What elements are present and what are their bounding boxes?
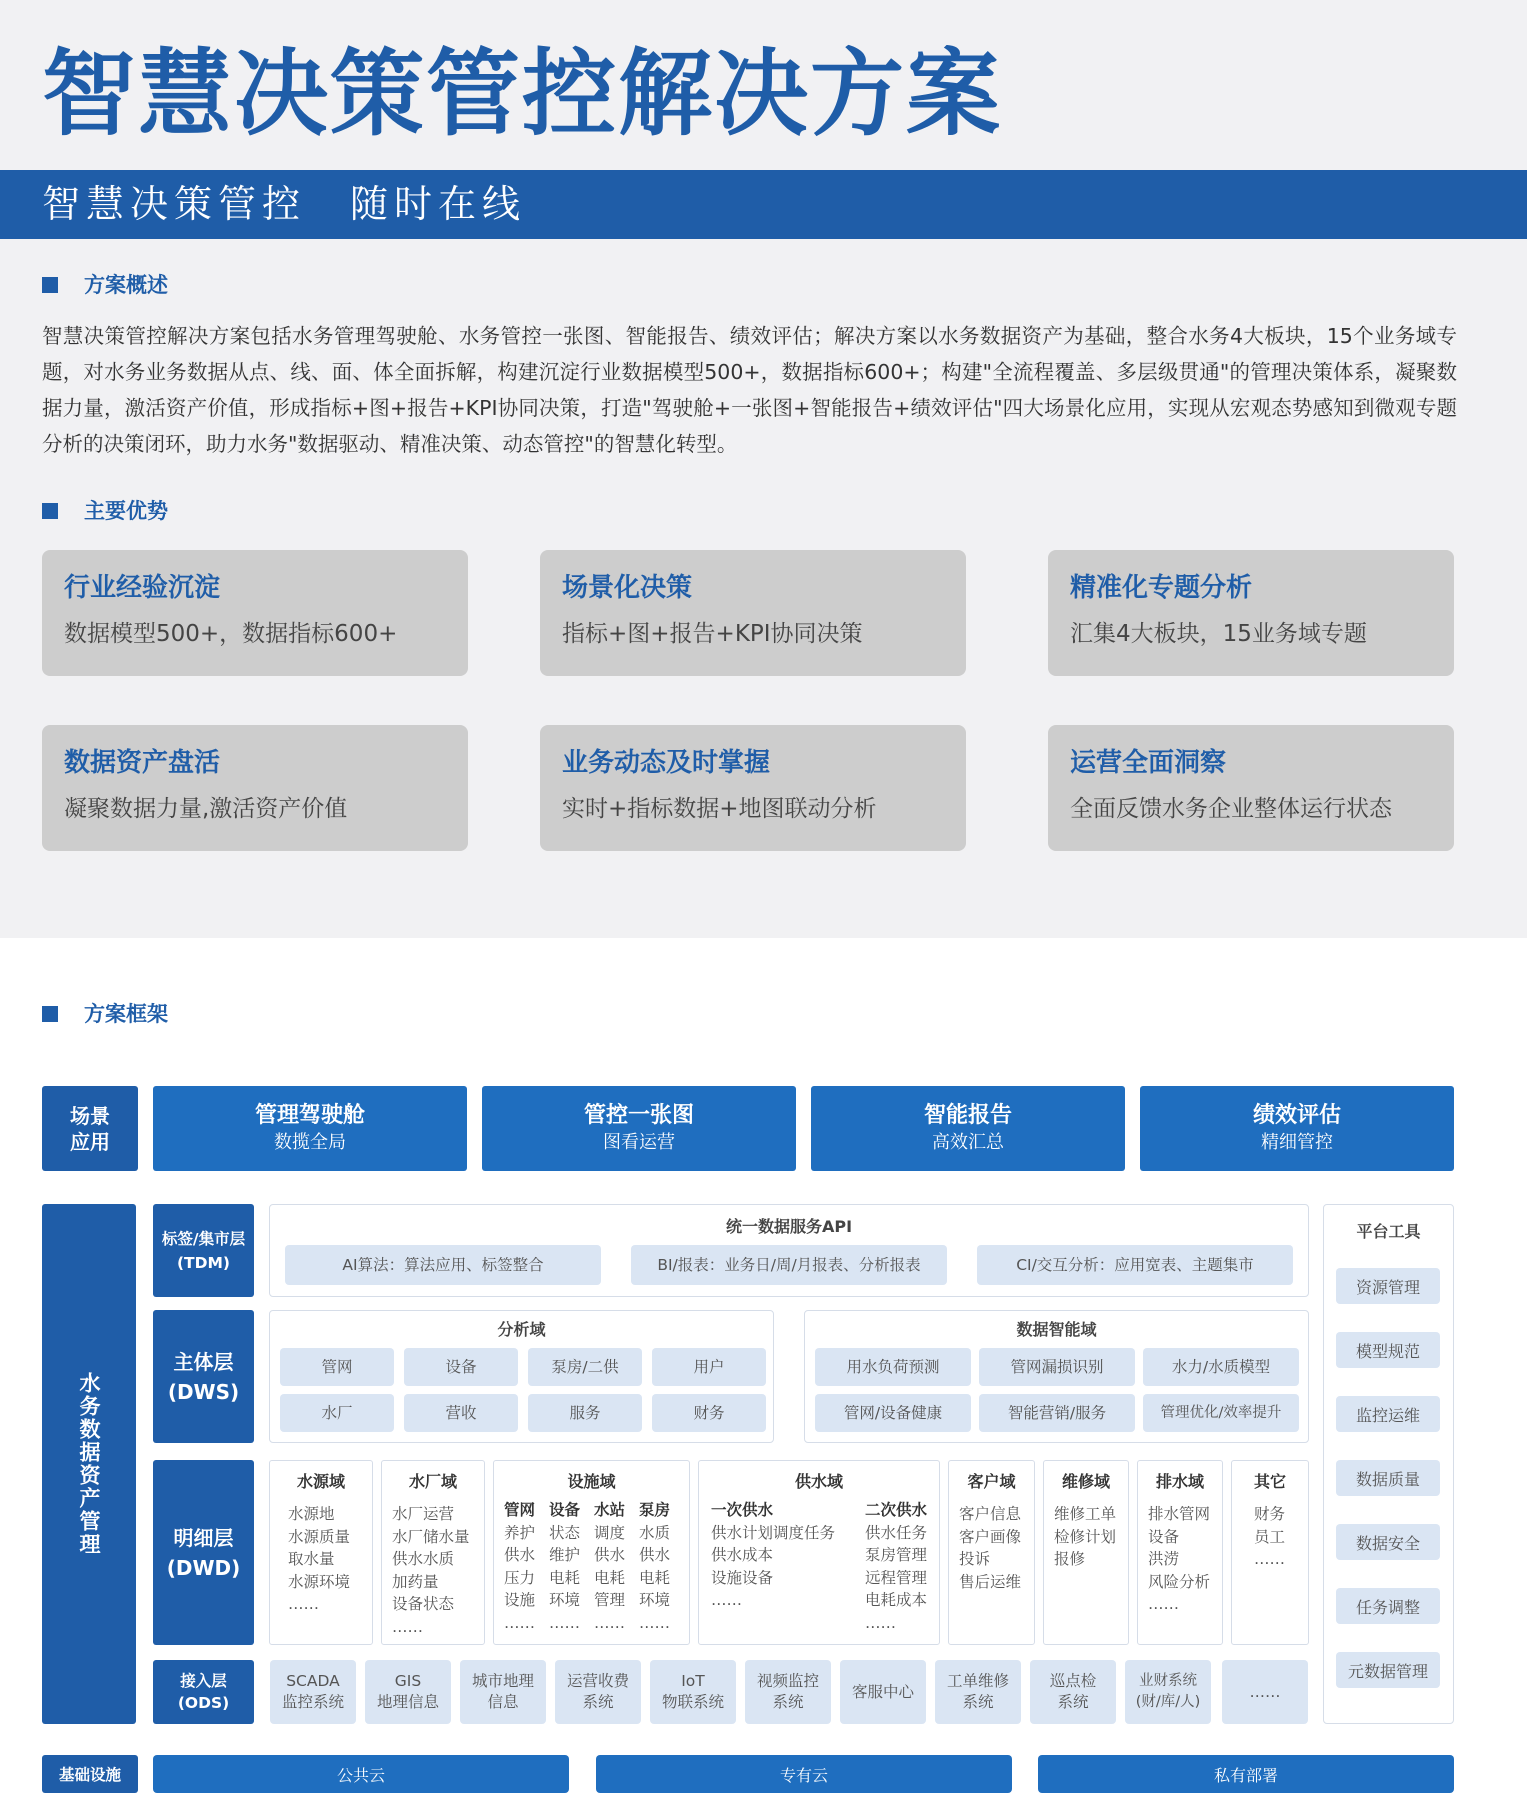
page-title: 智慧决策管控解决方案 <box>42 40 1003 149</box>
dwd-item: 供水水质 <box>392 1550 455 1568</box>
smart-chip: 智能营销/服务 <box>979 1394 1135 1432</box>
analysis-chip: 用户 <box>652 1348 766 1386</box>
dwd-item: 设备状态 <box>392 1595 455 1613</box>
dwd-item: …… <box>711 1591 742 1609</box>
dwd-column-title: 客户域 <box>967 1472 1016 1491</box>
dwd-item: 供水成本 <box>711 1546 774 1564</box>
ods-chip-billing: 运营收费 系统 <box>555 1660 641 1724</box>
dwd-item: …… <box>1254 1550 1285 1568</box>
dwd-column-title: 其它 <box>1253 1472 1286 1491</box>
facility-cell: 供水 <box>594 1546 626 1564</box>
tool-chip: 元数据管理 <box>1336 1652 1440 1688</box>
square-bullet-icon <box>42 277 58 293</box>
dwd-item: 洪涝 <box>1148 1550 1180 1568</box>
dwd-item: 电耗成本 <box>865 1591 928 1609</box>
dwd-item: …… <box>288 1595 319 1613</box>
dwd-item: 检修计划 <box>1054 1527 1117 1546</box>
analysis-domain-panel <box>269 1310 774 1443</box>
scene-title: 智能报告 <box>923 1102 1012 1128</box>
tdm-panel <box>269 1204 1309 1297</box>
dwd-facility-grid <box>504 1499 670 1634</box>
dwd-item: 售后运维 <box>959 1572 1022 1591</box>
facility-head: 泵房 <box>639 1501 671 1519</box>
slogan-text: 智慧决策管控 随时在线 <box>42 182 527 226</box>
ods-chip-more: …… <box>1222 1660 1308 1724</box>
asset-management-text: 水务数据资产管理 <box>77 1372 101 1556</box>
dwd-item: 供水计划调度任务 <box>711 1523 836 1542</box>
layer-ods: 接入层 (ODS) <box>153 1660 254 1724</box>
infra-private-cloud: 专有云 <box>596 1755 1012 1793</box>
supply-primary-head: 一次供水 <box>711 1501 774 1519</box>
layer-dws: 主体层 (DWS) <box>153 1310 254 1443</box>
tdm-chip: BI/报表：业务日/周/月报表、分析报表 <box>631 1245 947 1285</box>
analysis-chip: 营收 <box>404 1394 518 1432</box>
tool-chip: 任务调整 <box>1336 1588 1440 1624</box>
overview-heading <box>42 270 168 300</box>
dwd-item: 加药量 <box>392 1572 439 1591</box>
overview-text: 智慧决策管控解决方案包括水务管理驾驶舱、水务管控一张图、智能报告、绩效评估；解决方案以水务数据资产为基础，整合水务4大板块，15个业务域专题，对水务业务数据从点、线、面、体全面拆解，构建沉淀行业数据模型500+，数据指标600+；构建"全流程覆盖、多层级贯通"的管理决策体系，凝聚数据力量，激活资产价值，形成指标+图+报告+KPI协同决策，打造"驾驶舱+一张图+智能报告+绩效评估"四大场景化应用，实现从宏观态势感知到微观专题分析的决策闭环，助力水务"数据驱动、精准决策、动态管控"的智慧化转型。 <box>42 324 1457 456</box>
ods-chip-gis: GIS 地理信息 <box>365 1660 451 1724</box>
dwd-column-title: 排水域 <box>1155 1472 1204 1491</box>
facility-row <box>504 1612 670 1635</box>
infra-label: 基础设施 <box>42 1755 138 1793</box>
dwd-water-source <box>269 1460 373 1645</box>
dwd-item: 风险分析 <box>1148 1572 1211 1591</box>
facility-cell: …… <box>639 1613 670 1632</box>
supply-secondary-list <box>865 1499 927 1634</box>
dwd-column-title: 设施域 <box>567 1472 616 1491</box>
dwd-item: 取水量 <box>288 1550 335 1568</box>
dwd-column-title: 维修域 <box>1061 1472 1110 1491</box>
tdm-panel-title: 统一数据服务API <box>725 1217 853 1236</box>
dwd-maintenance <box>1043 1460 1129 1645</box>
advantage-subtitle: 凝聚数据力量,激活资产价值 <box>64 796 348 822</box>
smart-domain-panel <box>804 1310 1309 1443</box>
ods-chip-service: 客服中心 <box>840 1660 926 1724</box>
scene-one-map <box>482 1086 796 1171</box>
tool-chip: 模型规范 <box>1336 1332 1440 1368</box>
dwd-other <box>1231 1460 1309 1645</box>
dwd-plant <box>381 1460 485 1645</box>
analysis-chip: 服务 <box>528 1394 642 1432</box>
smart-chip: 管网/设备健康 <box>815 1394 971 1432</box>
facility-cell: 供水 <box>639 1546 671 1564</box>
facility-cell: 设施 <box>504 1591 536 1609</box>
dwd-item: 水厂运营 <box>392 1505 455 1523</box>
framework-heading <box>42 999 168 1029</box>
dwd-item: 排水管网 <box>1148 1505 1211 1523</box>
facility-head: 设备 <box>549 1501 581 1519</box>
ods-chip-workorder: 工单维修 系统 <box>935 1660 1021 1724</box>
advantage-title: 精准化专题分析 <box>1070 573 1253 603</box>
dwd-item: 供水任务 <box>865 1523 928 1542</box>
ods-chip-finance: 业财系统 (财/库/人) <box>1125 1660 1211 1724</box>
advantage-title: 数据资产盘活 <box>64 748 221 778</box>
facility-cell: 水质 <box>639 1523 671 1542</box>
advantages-heading <box>42 496 168 526</box>
facility-cell: 养护 <box>504 1523 536 1542</box>
advantage-title: 场景化决策 <box>562 573 693 603</box>
dwd-item: 水源环境 <box>288 1572 351 1591</box>
supply-primary-list <box>711 1499 835 1612</box>
scene-title: 绩效评估 <box>1252 1102 1341 1128</box>
facility-cell: …… <box>594 1613 625 1632</box>
dwd-item: 设备 <box>1148 1527 1180 1546</box>
dwd-column-list <box>288 1503 350 1616</box>
facility-cell: …… <box>504 1613 535 1632</box>
smart-chip: 管理优化/效率提升 <box>1143 1394 1299 1432</box>
facility-cell: 电耗 <box>549 1568 581 1587</box>
dwd-column-list <box>392 1503 470 1638</box>
dwd-item: 报修 <box>1054 1550 1086 1568</box>
ods-chip-city-geo: 城市地理 信息 <box>460 1660 546 1724</box>
dwd-item: 设施设备 <box>711 1568 774 1587</box>
dwd-drainage <box>1137 1460 1223 1645</box>
dwd-item: …… <box>392 1617 423 1636</box>
dwd-facility <box>493 1460 690 1645</box>
facility-cell: 环境 <box>549 1591 581 1609</box>
ods-chip-iot: IoT 物联系统 <box>650 1660 736 1724</box>
advantage-subtitle: 数据模型500+，数据指标600+ <box>64 621 398 647</box>
advantage-card <box>42 550 468 676</box>
analysis-chip: 财务 <box>652 1394 766 1432</box>
smart-chip: 管网漏损识别 <box>979 1348 1135 1386</box>
advantage-card <box>540 725 966 851</box>
facility-head: 水站 <box>594 1501 626 1519</box>
advantage-title: 运营全面洞察 <box>1070 748 1227 778</box>
dwd-column-title: 水厂域 <box>408 1472 457 1491</box>
dwd-item: …… <box>865 1613 896 1632</box>
dwd-item: 水厂储水量 <box>392 1527 470 1546</box>
dwd-item: 水源地 <box>288 1505 335 1523</box>
advantage-title: 业务动态及时掌握 <box>562 748 771 778</box>
infra-on-premise: 私有部署 <box>1038 1755 1454 1793</box>
dwd-item: 投诉 <box>959 1550 991 1568</box>
scene-smart-report <box>811 1086 1125 1171</box>
dwd-column-list <box>1054 1503 1116 1571</box>
overview-heading-label: 方案概述 <box>84 273 168 297</box>
facility-head-row <box>504 1499 670 1522</box>
dwd-item: 财务 <box>1254 1505 1286 1523</box>
dwd-item: 水源质量 <box>288 1527 351 1546</box>
dwd-column-title: 水源域 <box>296 1472 345 1491</box>
slogan-banner <box>0 170 1527 239</box>
advantage-subtitle: 指标+图+报告+KPI协同决策 <box>562 621 863 647</box>
ods-chip-inspection: 巡点检 系统 <box>1030 1660 1116 1724</box>
advantage-subtitle: 实时+指标数据+地图联动分析 <box>562 796 877 822</box>
facility-cell: 调度 <box>594 1523 626 1542</box>
advantage-subtitle: 汇集4大板块，15业务域专题 <box>1070 621 1367 647</box>
ods-chip-scada: SCADA 监控系统 <box>270 1660 356 1724</box>
ods-chip-video: 视频监控 系统 <box>745 1660 831 1724</box>
scene-subtitle: 精细管控 <box>1261 1131 1333 1153</box>
dwd-customer <box>948 1460 1035 1645</box>
scene-subtitle: 图看运营 <box>603 1131 675 1153</box>
dwd-item: …… <box>1148 1595 1179 1613</box>
scene-title: 管理驾驶舱 <box>254 1102 365 1128</box>
platform-tools-title: 平台工具 <box>1356 1222 1421 1241</box>
advantage-card <box>1048 725 1454 851</box>
advantage-card <box>1048 550 1454 676</box>
dwd-item: 员工 <box>1254 1527 1286 1546</box>
tdm-chip: AI算法：算法应用、标签整合 <box>285 1245 601 1285</box>
facility-cell: 压力 <box>504 1568 536 1587</box>
dwd-item: 客户信息 <box>959 1505 1022 1523</box>
analysis-chip: 水厂 <box>280 1394 394 1432</box>
advantage-subtitle: 全面反馈水务企业整体运行状态 <box>1070 796 1392 822</box>
scene-subtitle: 高效汇总 <box>932 1131 1004 1153</box>
tool-chip: 数据安全 <box>1336 1524 1440 1560</box>
dwd-item: 维修工单 <box>1054 1505 1117 1523</box>
tool-chip: 资源管理 <box>1336 1268 1440 1304</box>
analysis-chip: 设备 <box>404 1348 518 1386</box>
advantage-card <box>42 725 468 851</box>
layer-tdm: 标签/集市层 (TDM) <box>153 1204 254 1297</box>
facility-cell: 环境 <box>639 1591 671 1609</box>
smart-chip: 用水负荷预测 <box>815 1348 971 1386</box>
scene-title: 管控一张图 <box>583 1102 694 1128</box>
supply-secondary-head: 二次供水 <box>865 1501 928 1519</box>
dwd-column-list <box>1254 1503 1285 1571</box>
facility-head: 管网 <box>504 1501 536 1519</box>
facility-cell: 电耗 <box>639 1568 671 1587</box>
square-bullet-icon <box>42 1006 58 1022</box>
tdm-chip: CI/交互分析：应用宽表、主题集市 <box>977 1245 1293 1285</box>
dwd-item: 客户画像 <box>959 1527 1022 1546</box>
scene-subtitle: 数揽全局 <box>274 1131 346 1153</box>
dwd-column-list <box>1148 1503 1210 1616</box>
facility-cell: 管理 <box>594 1591 626 1609</box>
scene-cockpit <box>153 1086 467 1171</box>
facility-cell: 电耗 <box>594 1568 626 1587</box>
dwd-column-title: 供水域 <box>794 1472 843 1491</box>
analysis-domain-title: 分析域 <box>497 1320 546 1339</box>
scene-performance <box>1140 1086 1454 1171</box>
asset-management-label <box>42 1204 136 1724</box>
layer-dwd: 明细层 (DWD) <box>153 1460 254 1645</box>
advantage-title: 行业经验沉淀 <box>64 573 221 603</box>
facility-row <box>504 1544 670 1567</box>
facility-cell: 维护 <box>549 1546 581 1564</box>
tool-chip: 监控运维 <box>1336 1396 1440 1432</box>
facility-cell: …… <box>549 1613 580 1632</box>
tool-chip: 数据质量 <box>1336 1460 1440 1496</box>
analysis-chip: 泵房/二供 <box>528 1348 642 1386</box>
dwd-item: 远程管理 <box>865 1568 928 1587</box>
smart-chip: 水力/水质模型 <box>1143 1348 1299 1386</box>
facility-row <box>504 1522 670 1545</box>
advantages-heading-label: 主要优势 <box>84 499 168 523</box>
framework-heading-label: 方案框架 <box>84 1002 168 1026</box>
dwd-item: 泵房管理 <box>865 1546 928 1564</box>
facility-cell: 状态 <box>549 1523 581 1542</box>
dwd-supply <box>698 1460 940 1645</box>
dwd-column-list <box>959 1503 1021 1593</box>
facility-cell: 供水 <box>504 1546 536 1564</box>
infra-public-cloud: 公共云 <box>153 1755 569 1793</box>
scene-label: 场景 应用 <box>42 1086 138 1171</box>
analysis-chip: 管网 <box>280 1348 394 1386</box>
square-bullet-icon <box>42 503 58 519</box>
smart-domain-title: 数据智能域 <box>1016 1320 1097 1339</box>
facility-row <box>504 1589 670 1612</box>
facility-row <box>504 1567 670 1590</box>
advantage-card <box>540 550 966 676</box>
